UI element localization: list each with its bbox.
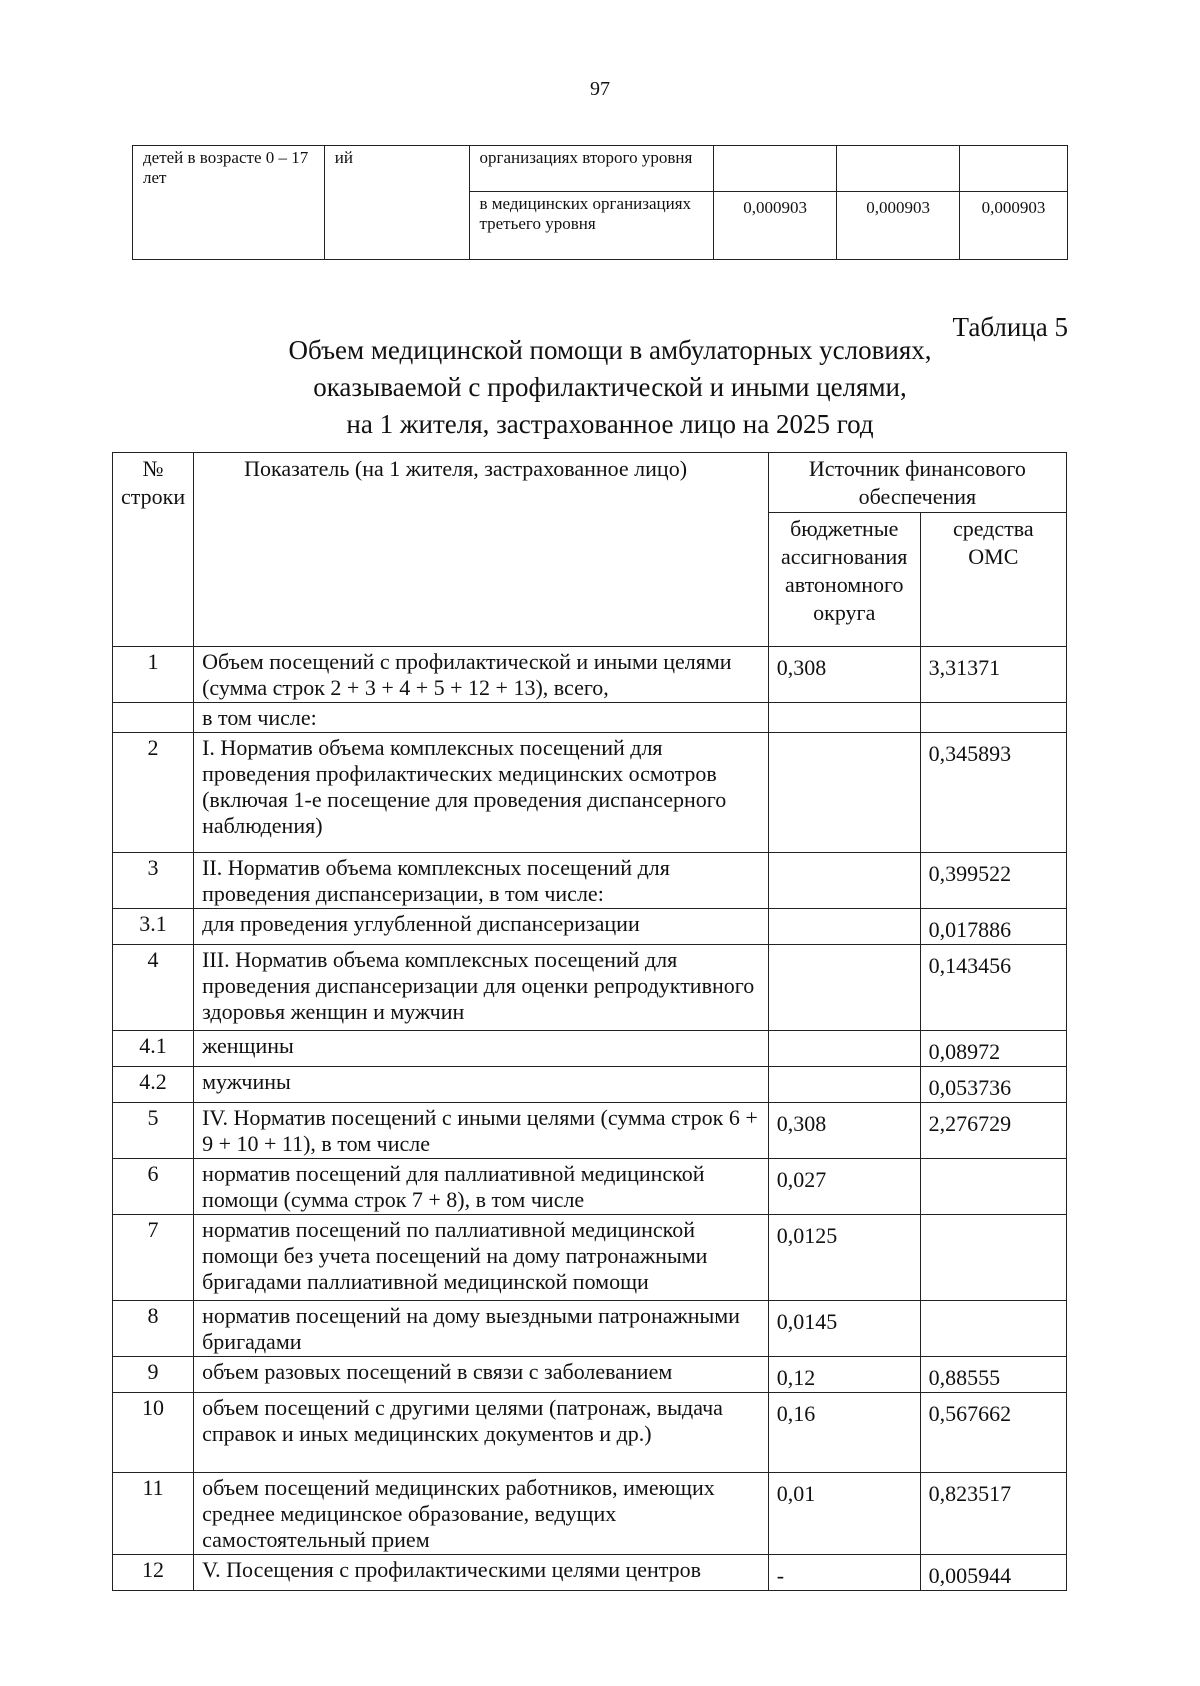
header-source: Источник финансового обеспечения: [768, 453, 1066, 513]
indicator-cell: объем посещений медицинских работников, имеющих среднее медицинское образование, ведущих самостоятельный прием: [194, 1473, 769, 1555]
indicator-cell: женщины: [194, 1031, 769, 1067]
row-number: 5: [113, 1103, 194, 1159]
group-cell: детей в возрасте 0 – 17 лет: [133, 146, 325, 260]
indicator-cell: для проведения углубленной диспансеризации: [194, 909, 769, 945]
row-number: 7: [113, 1215, 194, 1301]
row-number: 3: [113, 853, 194, 909]
value-cell: [837, 146, 960, 192]
subgroup-cell: ий: [324, 146, 469, 260]
indicator-cell: Объем посещений с профилактической и иными целями (сумма строк 2 + 3 + 4 + 5 + 12 + 13), всего,: [194, 647, 769, 703]
indicator-cell: IV. Норматив посещений с иными целями (сумма строк 6 + 9 + 10 + 11), в том числе: [194, 1103, 769, 1159]
volume-table: [112, 452, 1067, 1591]
row-number: 4.1: [113, 1031, 194, 1067]
oms-value: 0,567662: [920, 1393, 1066, 1473]
oms-value: [920, 1159, 1066, 1215]
level-cell: в медицинских организациях третьего уровня: [469, 192, 714, 260]
indicator-cell: I. Норматив объема комплексных посещений для проведения профилактических медицинских осмотров (включая 1-е посещение для проведения диспансерного наблюдения): [194, 733, 769, 853]
budget-value: 0,308: [768, 647, 920, 703]
budget-value: [768, 1031, 920, 1067]
table-row: [113, 945, 1067, 1031]
oms-value: [920, 1301, 1066, 1357]
indicator-cell: объем разовых посещений в связи с заболеванием: [194, 1357, 769, 1393]
row-number: 4: [113, 945, 194, 1031]
title-line: оказываемой с профилактической и иными целями,: [313, 372, 907, 402]
budget-value: 0,0125: [768, 1215, 920, 1301]
oms-value: 0,823517: [920, 1473, 1066, 1555]
header-num: № строки: [113, 453, 194, 647]
table-row: [113, 909, 1067, 945]
level-cell: организациях второго уровня: [469, 146, 714, 192]
table-row: [113, 647, 1067, 703]
row-number: 4.2: [113, 1067, 194, 1103]
budget-value: [768, 853, 920, 909]
row-number: 10: [113, 1393, 194, 1473]
budget-value: [768, 945, 920, 1031]
budget-value: [768, 703, 920, 733]
table-row: [113, 1555, 1067, 1591]
budget-value: 0,16: [768, 1393, 920, 1473]
row-number: 1: [113, 647, 194, 703]
indicator-cell: V. Посещения с профилактическими целями центров: [194, 1555, 769, 1591]
budget-value: -: [768, 1555, 920, 1591]
oms-value: 2,276729: [920, 1103, 1066, 1159]
table-row: [113, 1357, 1067, 1393]
header-oms: средства ОМС: [920, 513, 1066, 647]
continuation-table: [132, 145, 1068, 260]
row-number: 12: [113, 1555, 194, 1591]
table-row: [113, 853, 1067, 909]
value-cell: 0,000903: [837, 192, 960, 260]
oms-value: 0,005944: [920, 1555, 1066, 1591]
indicator-cell: норматив посещений по паллиативной медицинской помощи без учета посещений на дому патронажными бригадами паллиативной медицинской помощи: [194, 1215, 769, 1301]
row-number: [113, 703, 194, 733]
budget-value: 0,027: [768, 1159, 920, 1215]
indicator-cell: III. Норматив объема комплексных посещений для проведения диспансеризации для оценки репродуктивного здоровья женщин и мужчин: [194, 945, 769, 1031]
table-row: [113, 1103, 1067, 1159]
table-row: [113, 703, 1067, 733]
table-row: [113, 1031, 1067, 1067]
row-number: 6: [113, 1159, 194, 1215]
value-cell: [714, 146, 837, 192]
table-row: [113, 733, 1067, 853]
table-row: [113, 1473, 1067, 1555]
table-row: [133, 146, 1068, 192]
table-label: Таблица 5: [952, 312, 1068, 342]
indicator-cell: норматив посещений для паллиативной медицинской помощи (сумма строк 7 + 8), в том числе: [194, 1159, 769, 1215]
budget-value: 0,0145: [768, 1301, 920, 1357]
table-row: [113, 1393, 1067, 1473]
row-number: 8: [113, 1301, 194, 1357]
title-line: на 1 жителя, застрахованное лицо на 2025 год: [346, 409, 874, 439]
value-cell: 0,000903: [960, 192, 1068, 260]
row-number: 11: [113, 1473, 194, 1555]
oms-value: 3,31371: [920, 647, 1066, 703]
budget-value: 0,01: [768, 1473, 920, 1555]
oms-value: 0,399522: [920, 853, 1066, 909]
page-number: 97: [590, 78, 610, 100]
oms-value: 0,143456: [920, 945, 1066, 1031]
title-line: Объем медицинской помощи в амбулаторных условиях,: [288, 335, 932, 365]
table-row: [113, 1301, 1067, 1357]
budget-value: [768, 1067, 920, 1103]
budget-value: 0,308: [768, 1103, 920, 1159]
table-row: [113, 1215, 1067, 1301]
row-number: 2: [113, 733, 194, 853]
table-title: [150, 332, 1070, 443]
indicator-cell: норматив посещений на дому выездными патронажными бригадами: [194, 1301, 769, 1357]
budget-value: [768, 909, 920, 945]
row-number: 3.1: [113, 909, 194, 945]
table-body: [113, 647, 1067, 1591]
indicator-cell: объем посещений с другими целями (патронаж, выдача справок и иных медицинских документов и др.): [194, 1393, 769, 1473]
header-indicator: Показатель (на 1 жителя, застрахованное лицо): [194, 453, 769, 647]
indicator-cell: мужчины: [194, 1067, 769, 1103]
indicator-cell: II. Норматив объема комплексных посещений для проведения диспансеризации, в том числе:: [194, 853, 769, 909]
header-budget: бюджетные ассигнования автономного округа: [768, 513, 920, 647]
oms-value: [920, 703, 1066, 733]
value-cell: [960, 146, 1068, 192]
oms-value: 0,88555: [920, 1357, 1066, 1393]
oms-value: 0,345893: [920, 733, 1066, 853]
budget-value: 0,12: [768, 1357, 920, 1393]
oms-value: 0,053736: [920, 1067, 1066, 1103]
budget-value: [768, 733, 920, 853]
table-row: [113, 1067, 1067, 1103]
oms-value: 0,08972: [920, 1031, 1066, 1067]
table-row: [113, 1159, 1067, 1215]
header-row: [113, 453, 1067, 513]
oms-value: 0,017886: [920, 909, 1066, 945]
indicator-cell: в том числе:: [194, 703, 769, 733]
row-number: 9: [113, 1357, 194, 1393]
oms-value: [920, 1215, 1066, 1301]
value-cell: 0,000903: [714, 192, 837, 260]
